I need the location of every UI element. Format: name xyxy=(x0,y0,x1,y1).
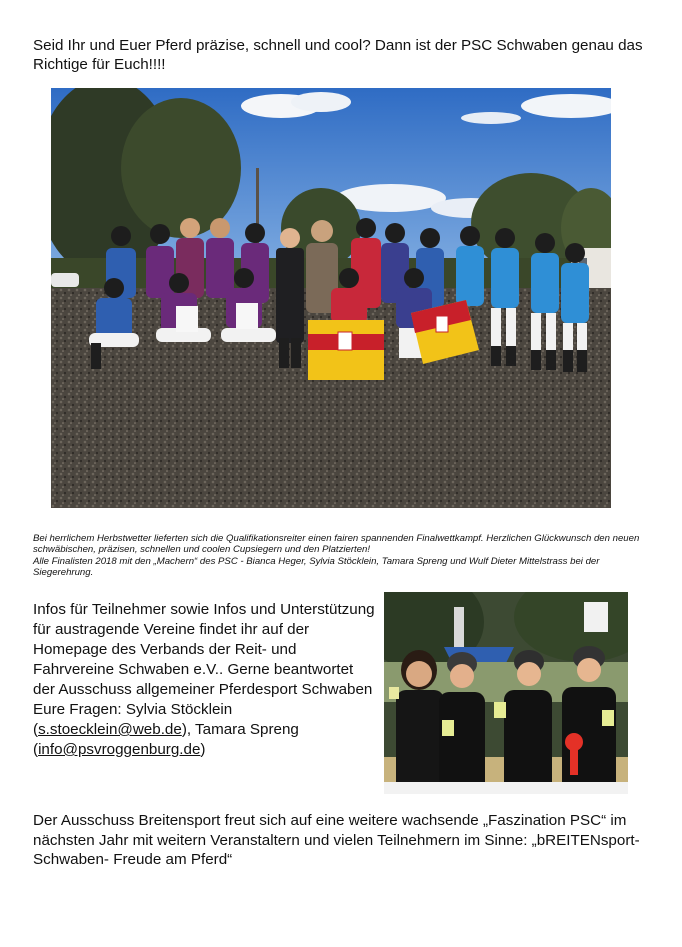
closing-paragraph: Der Ausschuss Breitensport freut sich auf eine weitere wachsende „Faszination PSC“ im nächsten Jahr mit weitern Veranstaltern und vielen Teilnehmern im Sinne: „bREITENsport-Schwaben- Freude am Pferd“ xyxy=(33,812,640,868)
email-link-stoecklein[interactable]: s.stoecklein@web.de xyxy=(38,721,182,738)
info-paren-open-1: ( xyxy=(33,721,39,738)
intro-paragraph: Seid Ihr und Euer Pferd präzise, schnell und cool? Dann ist der PSC Schwaben genau das Richtige für Euch!!!! xyxy=(33,37,643,73)
group-photo xyxy=(51,88,611,508)
info-paren-close-2: ) xyxy=(200,741,206,758)
riders-photo xyxy=(384,592,628,794)
info-paren-open-2: ( xyxy=(33,741,39,758)
email-link-psvroggenburg[interactable]: info@psvroggenburg.de xyxy=(38,741,201,758)
caption-line-1: Bei herrlichem Herbstwetter lieferten sich die Qualifikationsreiter einen fairen spannenden Finalwettkampf. Herzlichen Glückwunsch den neuen schwäbischen, präzisen, schnellen und coolen Cupsiegern und den Platzierten! xyxy=(33,533,640,556)
info-paragraph xyxy=(33,600,378,760)
info-mid-text: ), Tamara Spreng xyxy=(181,721,299,738)
info-text: Infos für Teilnehmer sowie Infos und Unterstützung für austragende Vereine findet ihr auf der Homepage des Verbands der Reit- und Fahrvereine Schwaben e.V.. Gerne beantwortet der Ausschuss allgemeiner Pferdesport Schwaben Eure Fragen: Sylvia Stöcklein xyxy=(33,601,375,718)
photo-caption xyxy=(33,533,653,579)
caption-line-2: Alle Finalisten 2018 mit den „Machern“ des PSC - Bianca Heger, Sylvia Stöcklein, Tamara Spreng und Wulf Dieter Mittelstrass bei der Siegerehrung. xyxy=(33,555,600,579)
